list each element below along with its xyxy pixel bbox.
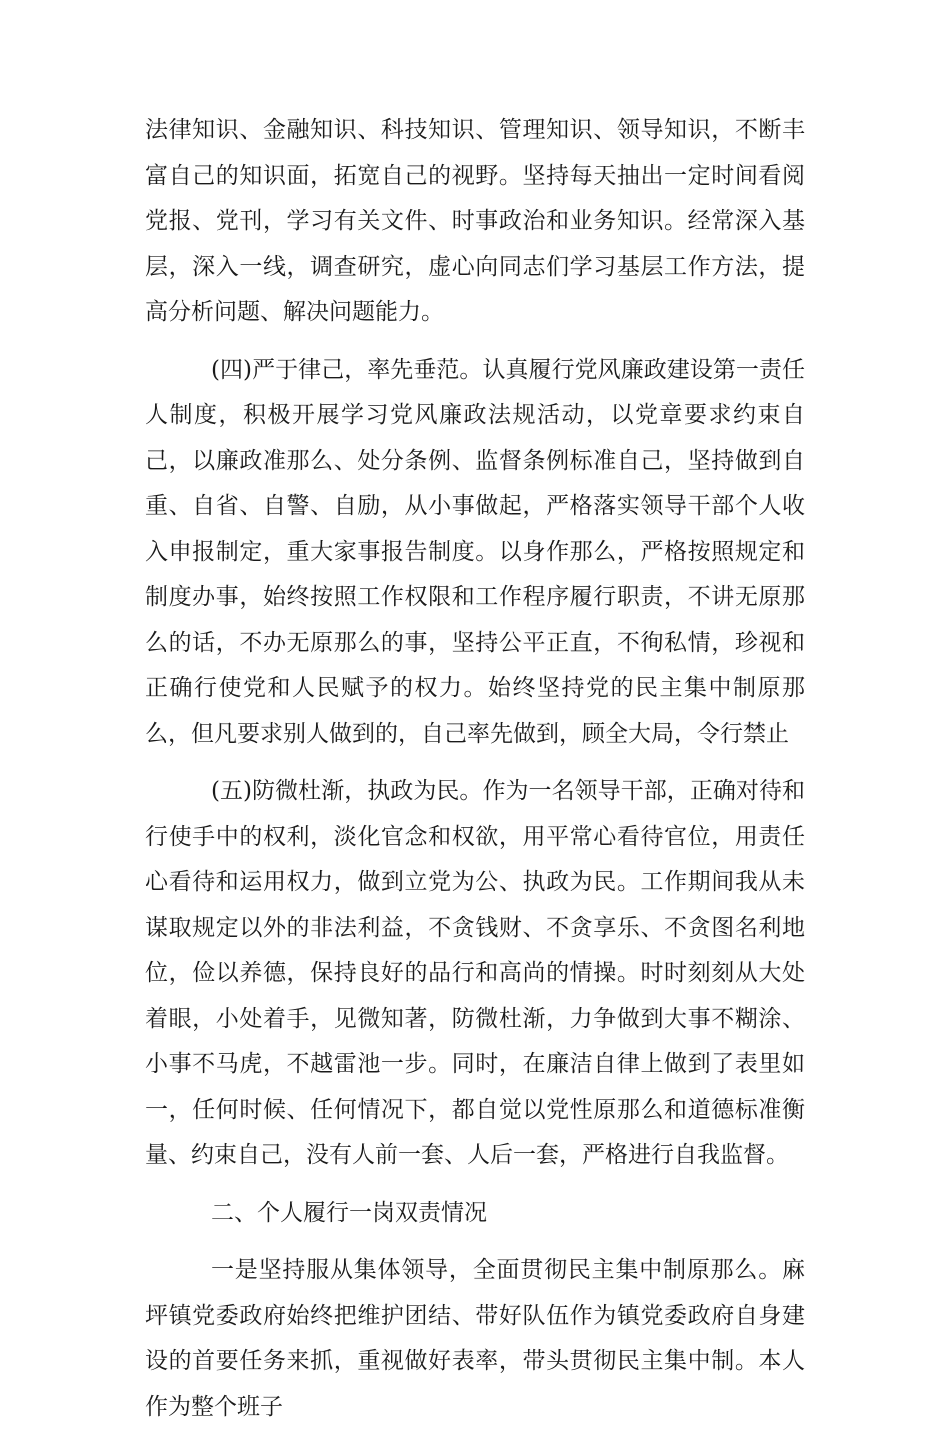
document-body — [145, 108, 805, 1430]
section-heading: 二、个人履行一岗双责情况 — [211, 1199, 487, 1226]
paragraph-knowledge-study: 法律知识、金融知识、科技知识、管理知识、领导知识，不断丰富自己的知识面，拓宽自己的视野。坚持每天抽出一定时间看阅党报、党刊，学习有关文件、时事政治和业务知识。经常深入基层，深入一线，调查研究，虚心向同志们学习基层工作方法，提高分析问题、解决问题能力。 — [145, 117, 805, 325]
paragraph-collective-leadership: 一是坚持服从集体领导，全面贯彻民主集中制原那么。麻坪镇党委政府始终把维护团结、带好队伍作为镇党委政府自身建设的首要任务来抓，重视做好表率，带头贯彻民主集中制。本人作为整个班子 — [145, 1257, 805, 1420]
paragraph-prevention: (五)防微杜渐，执政为民。作为一名领导干部，正确对待和行使手中的权利，淡化官念和权欲，用平常心看待官位，用责任心看待和运用权力，做到立党为公、执政为民。工作期间我从未谋取规定以外的非法利益，不贪钱财、不贪享乐、不贪图名利地位，俭以养德，保持良好的品行和高尚的情操。时时刻刻从大处着眼，小处着手，见微知著，防微杜渐，力争做到大事不糊涂、小事不马虎，不越雷池一步。同时，在廉洁自律上做到了表里如一，任何时候、任何情况下，都自觉以党性原那么和道德标准衡量、约束自己，没有人前一套、人后一套，严格进行自我监督。 — [145, 778, 805, 1168]
paragraph-self-discipline: (四)严于律己，率先垂范。认真履行党风廉政建设第一责任人制度，积极开展学习党风廉政法规活动，以党章要求约束自己，以廉政准那么、处分条例、监督条例标准自己，坚持做到自重、自省、自警、自励，从小事做起，严格落实领导干部个人收入申报制定，重大家事报告制度。以身作那么，严格按照规定和制度办事，始终按照工作权限和工作程序履行职责，不讲无原那么的话，不办无原那么的事，坚持公平正直，不徇私情，珍视和正确行使党和人民赋予的权力。始终坚持党的民主集中制原那么，但凡要求别人做到的，自己率先做到，顾全大局，令行禁止 — [145, 356, 805, 747]
